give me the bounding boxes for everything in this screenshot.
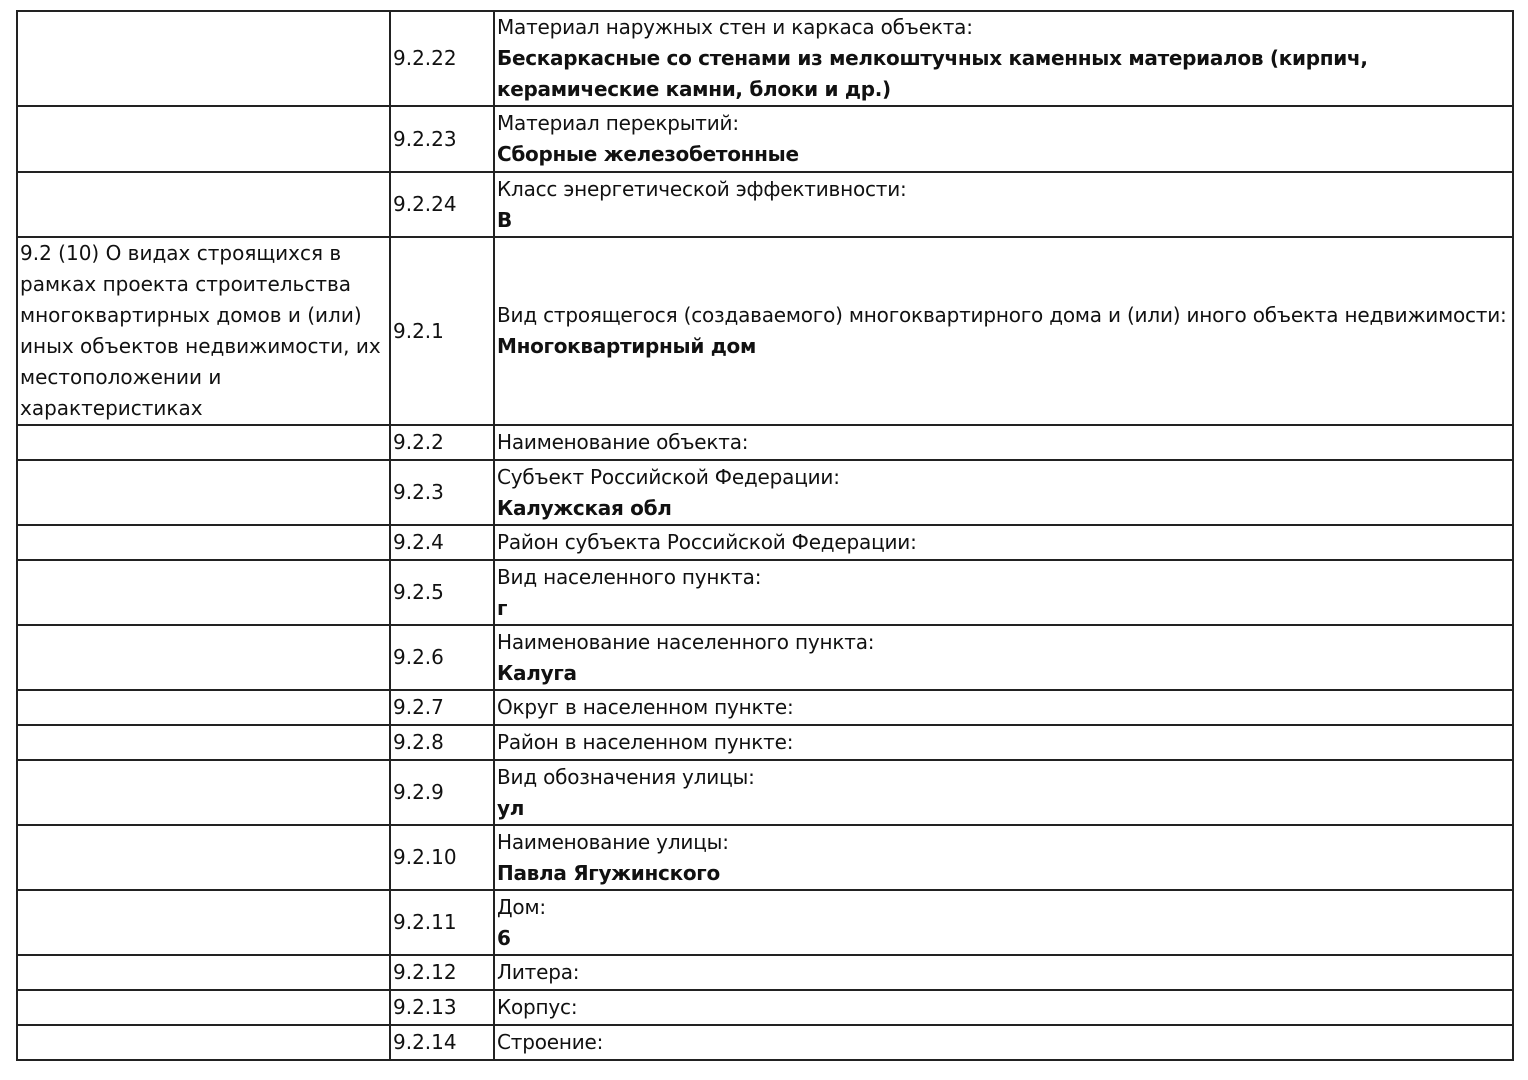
table-row <box>17 690 1513 725</box>
item-code-cell <box>390 760 494 825</box>
table-row <box>17 725 1513 760</box>
item-code: 9.2.14 <box>393 1030 457 1054</box>
section-cell <box>17 955 390 990</box>
item-content-cell <box>494 955 1513 990</box>
item-code-cell <box>390 560 494 625</box>
table-row <box>17 106 1513 172</box>
item-label: Округ в населенном пункте: <box>497 695 794 719</box>
item-code: 9.2.5 <box>393 580 444 604</box>
item-code-cell <box>390 990 494 1025</box>
table-row <box>17 172 1513 237</box>
item-content-cell <box>494 690 1513 725</box>
item-content-cell <box>494 237 1513 425</box>
item-code-cell <box>390 890 494 955</box>
item-value: Бескаркасные со стенами из мелкоштучных каменных материалов (кирпич, керамические камни, блоки и др.) <box>497 46 1368 101</box>
section-cell <box>17 425 390 460</box>
section-cell <box>17 460 390 525</box>
item-content-cell <box>494 1025 1513 1060</box>
table-row <box>17 525 1513 560</box>
section-cell <box>17 525 390 560</box>
item-label: Вид строящегося (создаваемого) многоквартирного дома и (или) иного объекта недвижимости: <box>497 303 1507 327</box>
section-cell <box>17 172 390 237</box>
item-code-cell <box>390 525 494 560</box>
section-cell <box>17 890 390 955</box>
item-content-cell <box>494 760 1513 825</box>
item-code-cell <box>390 955 494 990</box>
item-content-cell <box>494 425 1513 460</box>
section-cell <box>17 1025 390 1060</box>
item-code-cell <box>390 725 494 760</box>
item-code: 9.2.10 <box>393 845 457 869</box>
item-label: Наименование объекта: <box>497 430 749 454</box>
item-code: 9.2.7 <box>393 695 444 719</box>
item-label: Литера: <box>497 960 580 984</box>
item-content-cell <box>494 725 1513 760</box>
table-body <box>17 11 1513 1060</box>
item-content-cell <box>494 625 1513 690</box>
item-label: Материал наружных стен и каркаса объекта: <box>497 15 973 39</box>
item-code-cell <box>390 825 494 890</box>
item-label: Наименование населенного пункта: <box>497 629 875 654</box>
section-cell <box>17 990 390 1025</box>
item-value: 6 <box>497 925 511 950</box>
item-code-cell <box>390 460 494 525</box>
item-content-cell <box>494 106 1513 172</box>
section-cell <box>17 825 390 890</box>
section-cell <box>17 760 390 825</box>
item-code: 9.2.24 <box>393 192 457 216</box>
item-label: Наименование улицы: <box>497 829 729 854</box>
item-label: Район в населенном пункте: <box>497 730 794 754</box>
item-code: 9.2.6 <box>393 645 444 669</box>
table-row <box>17 1025 1513 1060</box>
item-value: Павла Ягужинского <box>497 860 720 885</box>
item-code-cell <box>390 11 494 106</box>
table-row <box>17 425 1513 460</box>
item-label: Корпус: <box>497 995 578 1019</box>
item-content-cell <box>494 460 1513 525</box>
item-code-cell <box>390 1025 494 1060</box>
section-cell <box>17 11 390 106</box>
item-code: 9.2.11 <box>393 910 457 934</box>
item-label: Вид обозначения улицы: <box>497 764 755 789</box>
item-code: 9.2.12 <box>393 960 457 984</box>
item-content-cell <box>494 11 1513 106</box>
item-code: 9.2.22 <box>393 46 457 70</box>
item-code-cell <box>390 172 494 237</box>
table-row <box>17 955 1513 990</box>
table-row <box>17 990 1513 1025</box>
item-code: 9.2.4 <box>393 530 444 554</box>
item-label: Класс энергетической эффективности: <box>497 176 907 201</box>
item-label: Субъект Российской Федерации: <box>497 464 840 489</box>
disclosure-table <box>16 10 1514 1061</box>
item-code-cell <box>390 425 494 460</box>
item-code: 9.2.9 <box>393 780 444 804</box>
item-value: Сборные железобетонные <box>497 142 799 166</box>
item-label: Дом: <box>497 894 546 919</box>
item-code-cell <box>390 237 494 425</box>
item-content-cell <box>494 560 1513 625</box>
item-code: 9.2.1 <box>393 318 444 343</box>
table-row <box>17 890 1513 955</box>
item-label: Строение: <box>497 1030 604 1054</box>
section-cell <box>17 560 390 625</box>
item-value: В <box>497 207 512 232</box>
item-label: Материал перекрытий: <box>497 111 739 135</box>
section-cell <box>17 106 390 172</box>
item-content-cell <box>494 890 1513 955</box>
item-code: 9.2.3 <box>393 480 444 504</box>
item-label: Вид населенного пункта: <box>497 564 762 589</box>
item-value: г <box>497 595 508 620</box>
item-code: 9.2.13 <box>393 995 457 1019</box>
table-row <box>17 625 1513 690</box>
section-cell <box>17 725 390 760</box>
item-value: Многоквартирный дом <box>497 334 757 358</box>
table-row <box>17 760 1513 825</box>
item-content-cell <box>494 825 1513 890</box>
section-cell <box>17 690 390 725</box>
section-cell <box>17 237 390 425</box>
section-cell <box>17 625 390 690</box>
table-row <box>17 825 1513 890</box>
item-value: Калуга <box>497 660 577 685</box>
item-code: 9.2.8 <box>393 730 444 754</box>
table-row <box>17 560 1513 625</box>
section-title: 9.2 (10) О видах строящихся в рамках проекта строительства многоквартирных домов и (или) иных объектов недвижимости, их местоположении и характеристиках <box>20 241 381 420</box>
item-content-cell <box>494 525 1513 560</box>
item-value: Калужская обл <box>497 495 672 520</box>
item-code-cell <box>390 690 494 725</box>
item-label: Район субъекта Российской Федерации: <box>497 530 917 554</box>
table-row <box>17 237 1513 425</box>
item-value: ул <box>497 795 525 820</box>
item-code-cell <box>390 625 494 690</box>
item-code: 9.2.2 <box>393 430 444 454</box>
item-content-cell <box>494 990 1513 1025</box>
table-row <box>17 11 1513 106</box>
item-code: 9.2.23 <box>393 126 457 151</box>
item-code-cell <box>390 106 494 172</box>
table-row <box>17 460 1513 525</box>
item-content-cell <box>494 172 1513 237</box>
